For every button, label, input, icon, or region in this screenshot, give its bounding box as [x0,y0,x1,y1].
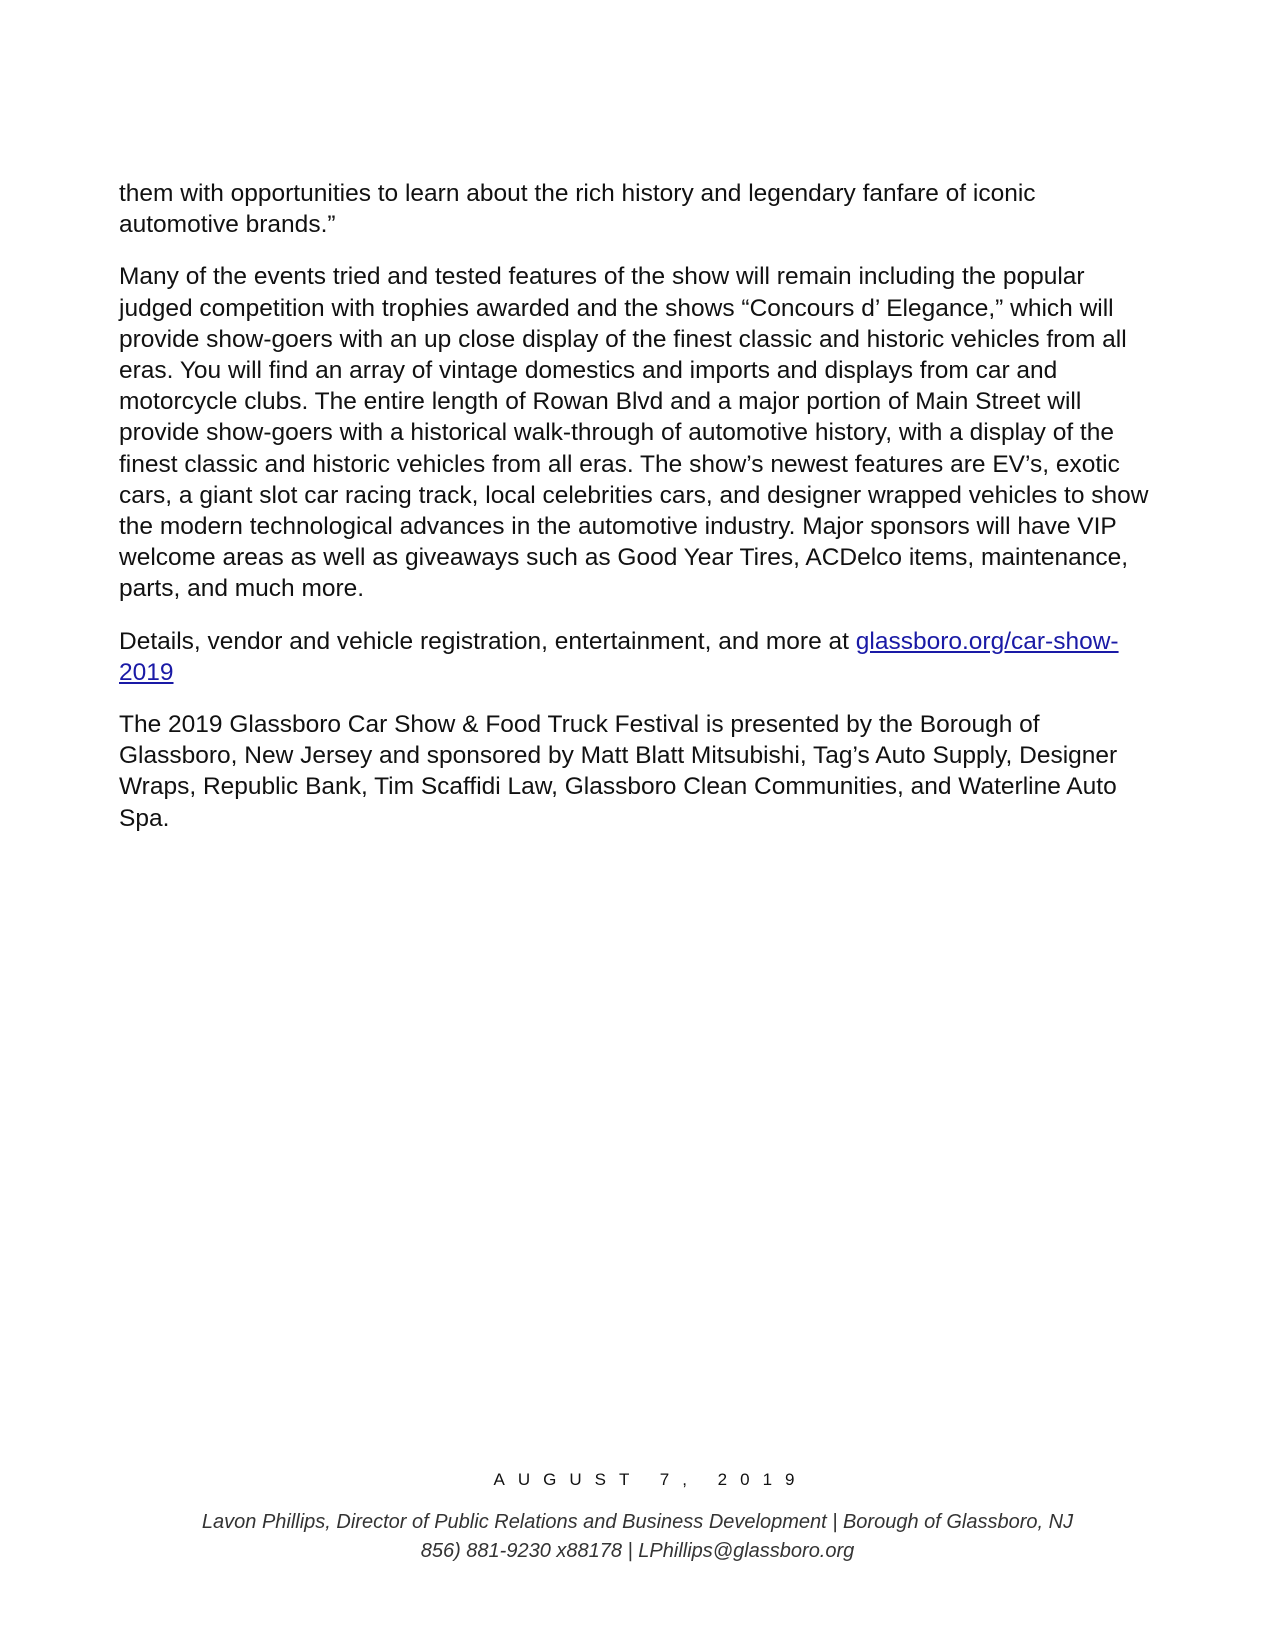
contact-line-name: Lavon Phillips, Director of Public Relations and Business Development | Borough of Glassboro, NJ [201,1511,1074,1533]
footer-contact [0,1508,1275,1566]
footer-date: AUGUST 7, 2019 [493,1470,808,1489]
contact-line-phone-email: 856) 881-9230 x88178 | LPhillips@glassboro.org [420,1540,855,1562]
paragraph-brands-quote: them with opportunities to learn about the rich history and legendary fanfare of iconic automotive brands.” [119,180,1036,239]
paragraph-show-features: Many of the events tried and tested features of the show will remain including the popular judged competition with trophies awarded and the shows “Concours d’ Elegance,” which will provide show-goers with an up close display of the finest classic and historic vehicles from all eras. You will find an array of vintage domestics and imports and displays from car and motorcycle clubs. The entire length of Rowan Blvd and a major portion of Main Street will provide show-goers with a historical walk-through of automotive history, with a display of the finest classic and historic vehicles from all eras. The show’s newest features are EV’s, exotic cars, a giant slot car racing track, local celebrities cars, and designer wrapped vehicles to show the modern technological advances in the automotive industry. Major sponsors will have VIP welcome areas as well as giveaways such as Good Year Tires, ACDelco items, maintenance, parts, and much more. [119,263,1149,603]
car-show-link[interactable]: glassboro.org/car-show-2019 [119,627,1119,686]
article-body [119,178,1159,855]
paragraph-sponsors: The 2019 Glassboro Car Show & Food Truck Festival is presented by the Borough of Glassboro, New Jersey and sponsored by Matt Blatt Mitsubishi, Tag’s Auto Supply, Designer Wraps, Republic Bank, Tim Scaffidi Law, Glassboro Clean Communities, and Waterline Auto Spa. [119,711,1118,832]
paragraph-details [119,626,1159,688]
details-text: Details, vendor and vehicle registration, entertainment, and more at [119,627,856,655]
